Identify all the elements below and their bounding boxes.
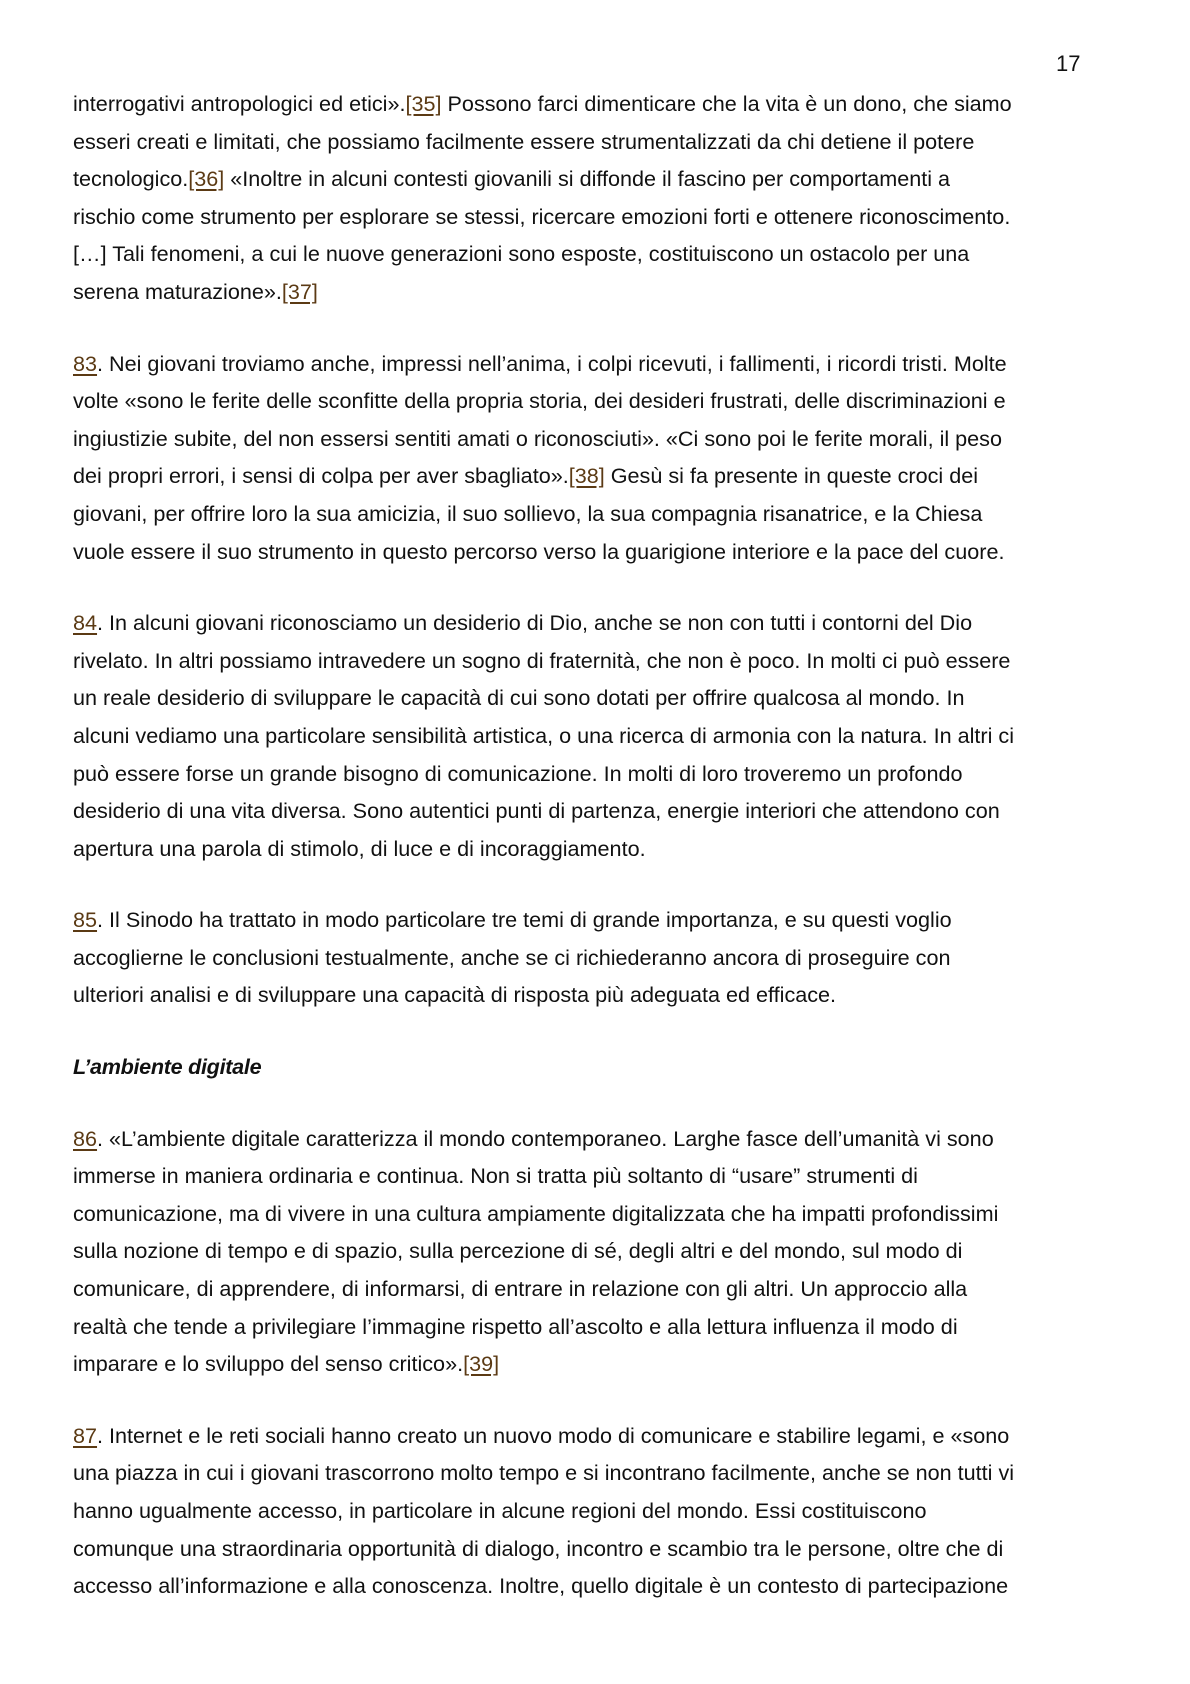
text-run: ulteriori analisi e di sviluppare una capacità di risposta più adeguata ed efficace.: [73, 982, 837, 1008]
text-line: [73, 1232, 1131, 1270]
text-line: [73, 792, 1131, 830]
text-run: comunque una straordinaria opportunità di dialogo, incontro e scambio tra le persone, oltre che di: [73, 1535, 1004, 1561]
page-number: 17: [1056, 51, 1081, 76]
text-run: realtà che tende a privilegiare l’immagine rispetto all’ascolto e alla lettura influenza il modo di: [73, 1313, 958, 1339]
paragraph-number-link[interactable]: 85: [73, 907, 98, 933]
text-run: desiderio di una vita diversa. Sono autentici punti di partenza, energie interiori che attendono con: [73, 798, 1000, 824]
text-run: serena maturazione».: [73, 278, 282, 304]
text-run: Gesù si fa presente in queste croci dei: [604, 463, 979, 489]
text-line: [73, 755, 1131, 793]
text-run: . Internet e le reti sociali hanno creato un nuovo modo di comunicare e stabilire legami, e «sono: [97, 1422, 1010, 1448]
text-line: [73, 495, 1131, 533]
text-run: . Nei giovani troviamo anche, impressi nell’anima, i colpi ricevuti, i fallimenti, i ricordi tristi. Molte: [97, 350, 1007, 376]
text-run: giovani, per offrire loro la sua amicizia, il suo sollievo, la sua compagnia risanatrice, e la Chiesa: [73, 500, 983, 526]
paragraph-number-link[interactable]: 84: [73, 610, 98, 636]
text-run: . Il Sinodo ha trattato in modo particolare tre temi di grande importanza, e su questi voglio: [97, 907, 952, 933]
text-run: sulla nozione di tempo e di spazio, sulla percezione di sé, degli altri e del mondo, sul modo di: [73, 1238, 963, 1264]
text-run: ingiustizie subite, del non essersi sentiti amati o riconosciuti». «Ci sono poi le ferite morali, il peso: [73, 425, 1002, 451]
text-line: [73, 976, 1131, 1014]
text-line: [73, 717, 1131, 755]
text-line: [73, 1530, 1131, 1568]
footnote-link[interactable]: [35]: [405, 91, 442, 116]
text-line: [73, 1492, 1131, 1530]
text-run: può essere forse un grande bisogno di comunicazione. In molti di loro troveremo un profondo: [73, 760, 963, 786]
text-line: [73, 457, 1131, 495]
text-run: rischio come strumento per esplorare se stessi, ricercare emozioni forti e ottenere riconoscimento.: [73, 203, 1011, 229]
text-line: [73, 679, 1131, 717]
text-run: accoglierne le conclusioni testualmente, anche se ci richiederanno ancora di proseguire con: [73, 944, 951, 970]
text-line: [73, 1308, 1131, 1346]
text-line: [73, 123, 1131, 161]
paragraph: [73, 1120, 1131, 1383]
text-line: [73, 1345, 1131, 1383]
text-line: [73, 273, 1131, 311]
text-run: . «L’ambiente digitale caratterizza il mondo contemporaneo. Larghe fasce dell’umanità vi sono: [97, 1125, 994, 1151]
text-run: imparare e lo sviluppo del senso critico».: [73, 1351, 464, 1377]
text-run: interrogativi antropologici ed etici».: [73, 91, 406, 116]
paragraph-number-link[interactable]: 86: [73, 1125, 98, 1151]
text-run: immerse in maniera ordinaria e continua. Non si tratta più soltanto di “usare” strumenti di: [73, 1163, 918, 1189]
text-line: [73, 901, 1131, 939]
text-line: [73, 1567, 1131, 1605]
text-line: [73, 1454, 1131, 1492]
text-run: hanno ugualmente accesso, in particolare in alcune regioni del mondo. Essi costituiscono: [73, 1498, 927, 1523]
paragraph: [73, 85, 1131, 311]
text-run: un reale desiderio di sviluppare le capacità di cui sono dotati per offrire qualcosa al mondo. In: [73, 685, 965, 711]
paragraph: [73, 1417, 1131, 1605]
text-line: [73, 85, 1131, 123]
text-run: apertura una parola di stimolo, di luce e di incoraggiamento.: [73, 835, 646, 861]
text-run: «Inoltre in alcuni contesti giovanili si diffonde il fascino per comportamenti a: [224, 166, 951, 192]
footnote-link[interactable]: [39]: [463, 1351, 500, 1377]
text-run: alcuni vediamo una particolare sensibilità artistica, o una ricerca di armonia con la natura. In altri ci: [73, 722, 1014, 748]
paragraph: [73, 345, 1131, 571]
document-body: [73, 85, 1131, 1639]
text-line: [73, 604, 1131, 642]
footnote-link[interactable]: [36]: [188, 166, 225, 192]
text-line: [73, 198, 1131, 236]
text-line: [73, 1120, 1131, 1158]
text-run: dei propri errori, i sensi di colpa per aver sbagliato».: [73, 463, 569, 489]
text-run: una piazza in cui i giovani trascorrono molto tempo e si incontrano facilmente, anche se non tutti vi: [73, 1460, 1015, 1486]
paragraph: [73, 604, 1131, 867]
text-line: [73, 642, 1131, 680]
paragraph-number-link[interactable]: 87: [73, 1422, 98, 1448]
text-run: rivelato. In altri possiamo intravedere un sogno di fraternità, che non è poco. In molti ci può essere: [73, 647, 1011, 673]
text-line: [73, 1270, 1131, 1308]
text-line: [73, 533, 1131, 571]
text-run: tecnologico.: [73, 166, 189, 192]
text-line: [73, 345, 1131, 383]
section-heading: L’ambiente digitale: [73, 1054, 262, 1080]
text-run: . In alcuni giovani riconosciamo un desiderio di Dio, anche se non con tutti i contorni del Dio: [97, 610, 973, 636]
text-run: […] Tali fenomeni, a cui le nuove generazioni sono esposte, costituiscono un ostacolo per una: [73, 241, 970, 267]
text-run: Possono farci dimenticare che la vita è un dono, che siamo: [441, 91, 1012, 116]
text-line: [73, 1195, 1131, 1233]
text-line: [73, 420, 1131, 458]
footnote-link[interactable]: [37]: [281, 278, 318, 304]
paragraph: [73, 901, 1131, 1014]
footnote-link[interactable]: [38]: [568, 463, 605, 489]
text-line: [73, 235, 1131, 273]
text-line: [73, 382, 1131, 420]
text-run: accesso all’informazione e alla conoscenza. Inoltre, quello digitale è un contesto di partecipazione: [73, 1573, 1009, 1599]
text-run: volte «sono le ferite delle sconfitte della propria storia, dei desideri frustrati, delle discriminazioni e: [73, 388, 1006, 414]
text-line: [73, 160, 1131, 198]
text-run: comunicazione, ma di vivere in una cultura ampiamente digitalizzata che ha impatti profondissimi: [73, 1200, 999, 1226]
paragraph-number-link[interactable]: 83: [73, 350, 98, 376]
text-line: [73, 830, 1131, 868]
text-run: vuole essere il suo strumento in questo percorso verso la guarigione interiore e la pace del cuore.: [73, 538, 1005, 564]
text-line: [73, 1157, 1131, 1195]
text-run: esseri creati e limitati, che possiamo facilmente essere strumentalizzati da chi detiene il potere: [73, 128, 975, 154]
text-run: comunicare, di apprendere, di informarsi, di entrare in relazione con gli altri. Un approccio alla: [73, 1276, 968, 1302]
text-line: [73, 939, 1131, 977]
text-line: [73, 1417, 1131, 1455]
